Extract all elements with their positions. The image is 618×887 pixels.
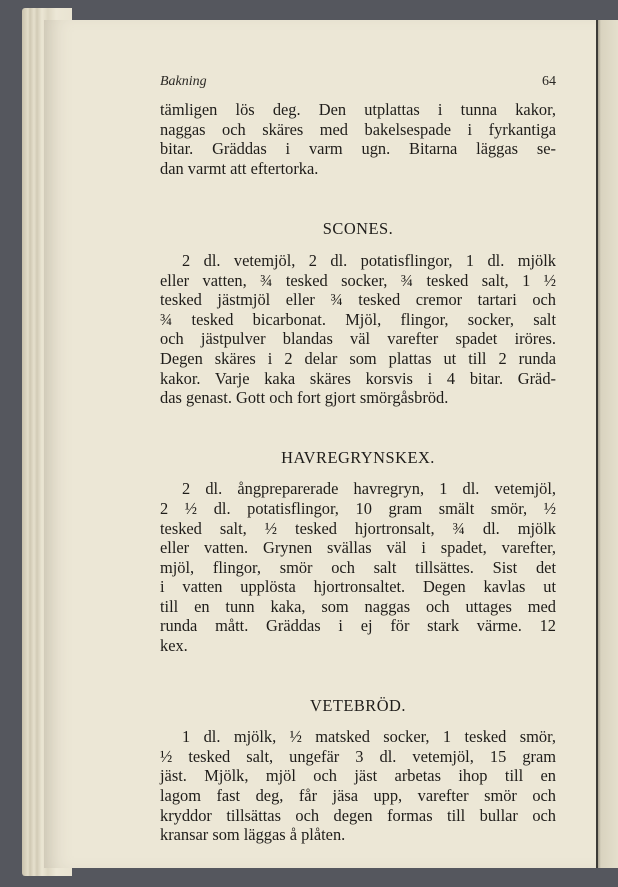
text-line: bitar. Gräddas i varm ugn. Bitarna läggas se- [160,139,556,159]
text-line: runda mått. Gräddas i ej för stark värme. 12 [160,616,556,636]
recipe-body-havregrynskex [160,479,556,655]
intro-paragraph [160,100,556,178]
text-line: tesked salt, ½ tesked hjortronsalt, ¾ dl. mjölk [160,518,556,538]
text-line: Degen skäres i 2 delar som plattas ut till 2 runda [160,348,556,368]
running-header [160,74,556,94]
text-line: kransar som läggas å plåten. [160,825,346,845]
recipe-title-havregrynskex: HAVREGRYNSKEX. [281,447,435,467]
text-line: i vatten upplösta hjortronsaltet. Degen kavlas ut [160,577,556,597]
facing-page-edge [596,20,618,868]
book-gutter [596,20,598,868]
recipe-body-vetebrod [160,727,556,845]
text-line: das genast. Gott och fort gjort smörgåsbröd. [160,388,449,408]
text-line: ¾ tesked bicarbonat. Mjöl, flingor, socker, salt [160,309,556,329]
recipe-body-scones [160,251,556,408]
text-line: dan varmt att eftertorka. [160,158,319,178]
recipe-title-vetebrod: VETEBRÖD. [309,695,406,715]
text-line: kex. [160,636,188,656]
text-line: ½ tesked salt, ungefär 3 dl. vetemjöl, 15 gram [160,746,556,766]
text-line: 2 ½ dl. potatisflingor, 10 gram smält smör, ½ [160,498,556,518]
section-title: Bakning [160,74,207,89]
text-line: eller vatten. Grynen svällas väl i spadet, varefter, [160,538,556,558]
text-line: till en tunn kaka, som naggas och uttages med [160,596,556,616]
page-body [160,100,556,845]
text-line: 2 dl. vetemjöl, 2 dl. potatisflingor, 1 dl. mjölk [182,250,556,270]
text-line: tesked jästmjöl eller ¾ tesked cremor tartari och [160,290,556,310]
text-line: kakor. Varje kaka skäres korsvis i 4 bitar. Gräd- [160,368,556,388]
text-line: mjöl, flingor, smör och salt tillsättes. Sist det [160,557,556,577]
text-line: och jästpulver blandas väl varefter spadet iröres. [160,329,556,349]
text-line: 1 dl. mjölk, ½ matsked socker, 1 tesked smör, [182,727,556,747]
text-line: tämligen lös deg. Den utplattas i tunna kakor, [160,100,556,119]
page-number: 64 [542,74,556,89]
text-line: lagom fast deg, får jäsa upp, varefter smör och [160,786,556,806]
text-line: eller vatten, ¾ tesked socker, ¾ tesked salt, 1 ½ [160,270,556,290]
recipe-title-scones: SCONES. [322,219,394,239]
text-line: naggas och skäres med bakelsespade i fyrkantiga [160,119,556,139]
text-line: jäst. Mjölk, mjöl och jäst arbetas ihop till en [160,766,556,786]
text-line: 2 dl. ångpreparerade havregryn, 1 dl. vetemjöl, [182,479,556,499]
text-line: kryddor tillsättas och degen formas till bullar och [160,805,556,825]
